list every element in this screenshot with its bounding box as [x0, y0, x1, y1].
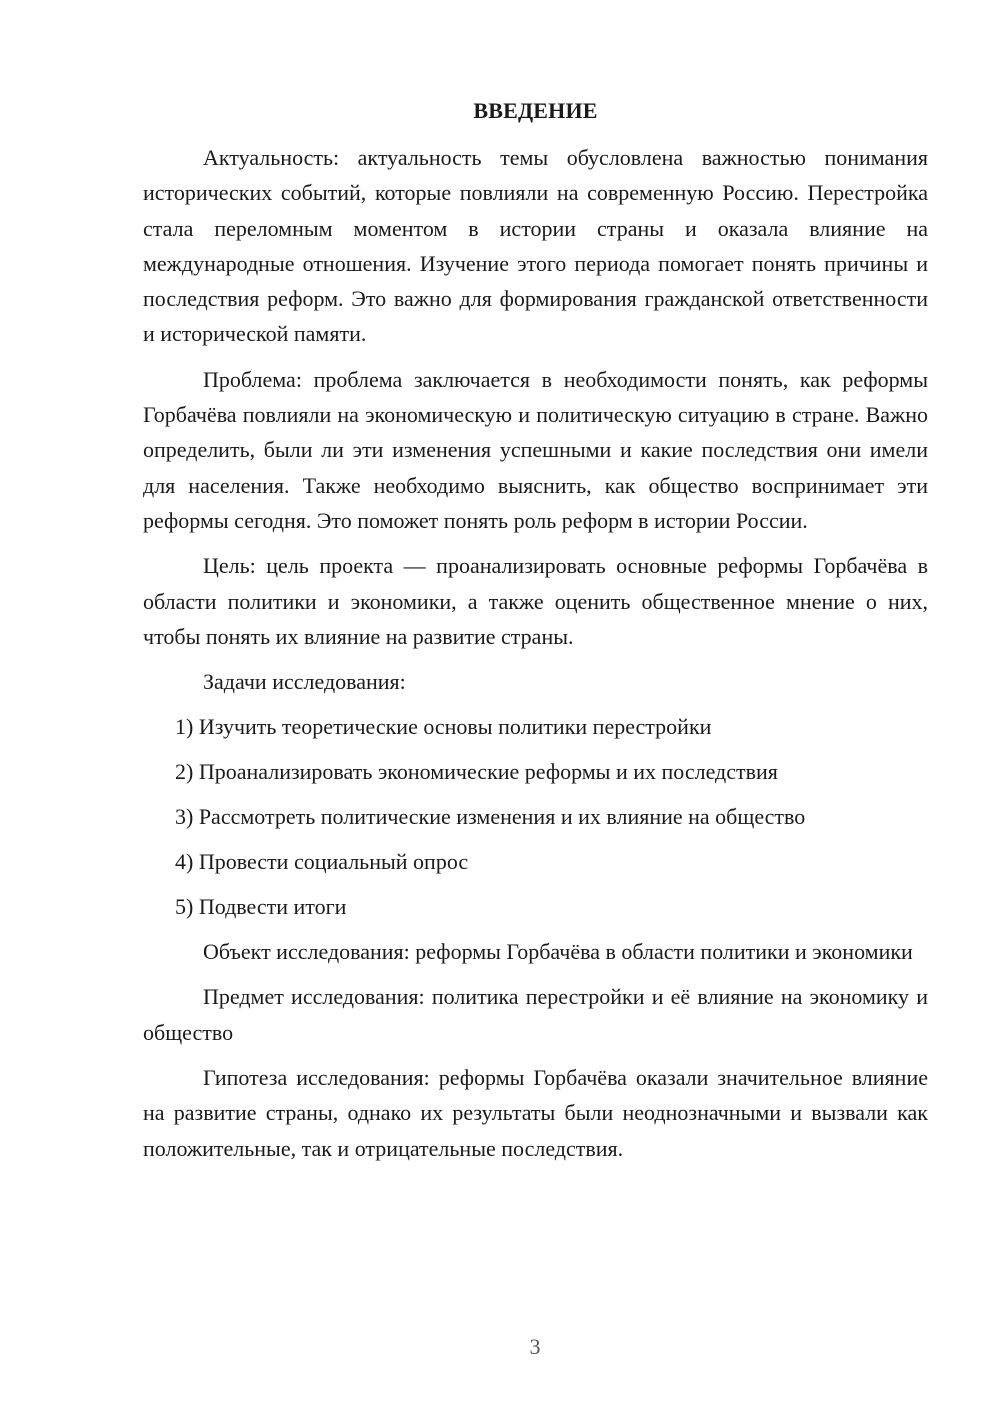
task-item: 5) Подвести итоги [175, 894, 347, 920]
task-item: 3) Рассмотреть политические изменения и их влияние на общество [175, 804, 806, 830]
paragraph-goal: Цель: цель проекта — проанализировать основные реформы Горбачёва в области политики и экономики, а также оценить общественное мнение о них, чтобы понять их влияние на развитие страны. [143, 553, 928, 649]
paragraph-relevance: Актуальность: актуальность темы обусловлена важностью понимания исторических событий, которые повлияли на современную Россию. Перестройка стала переломным моментом в истории страны и оказала влияние на международные отношения. Изучение этого периода помогает понять причины и последствия реформ. Это важно для формирования гражданской ответственности и исторической памяти. [143, 145, 928, 347]
task-item: 2) Проанализировать экономические реформы и их последствия [175, 759, 778, 785]
paragraph-problem: Проблема: проблема заключается в необходимости понять, как реформы Горбачёва повлияли на экономическую и политическую ситуацию в стране. Важно определить, были ли эти изменения успешными и какие последствия они имели для населения. Также необходимо выяснить, как общество воспринимает эти реформы сегодня. Это поможет понять роль реформ в истории России. [143, 366, 928, 533]
page-number: 3 [529, 1334, 541, 1359]
task-item: 4) Провести социальный опрос [175, 849, 469, 875]
task-item: 1) Изучить теоретические основы политики перестройки [175, 714, 712, 740]
document-page [143, 96, 928, 1176]
tasks-heading: Задачи исследования: [203, 669, 406, 695]
paragraph-object: Объект исследования: реформы Горбачёва в области политики и экономики [203, 939, 913, 965]
paragraph-hypothesis: Гипотеза исследования: реформы Горбачёва оказали значительное влияние на развитие страны, однако их результаты были неоднозначными и вызвали как положительные, так и отрицательные последствия. [143, 1065, 928, 1161]
paragraph-subject: Предмет исследования: политика перестройки и её влияние на экономику и общество [143, 984, 928, 1045]
tasks-list [143, 709, 928, 924]
document-title: ВВЕДЕНИЕ [473, 98, 598, 123]
